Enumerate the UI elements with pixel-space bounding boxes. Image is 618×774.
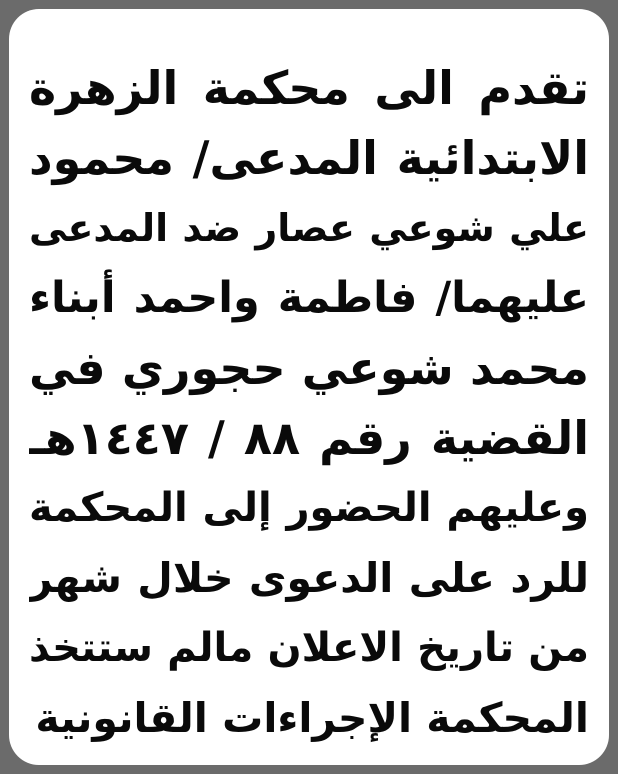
notice-line-3: علي شوعي عصار ضد المدعى <box>29 206 589 250</box>
notice-line-6: القضية رقم ٨٨ / ١٤٤٧هـ <box>29 411 589 465</box>
notice-line-9: من تاريخ الاعلان مالم ستتخذ <box>29 625 589 671</box>
notice-line-10: المحكمة الإجراءات القانونية <box>35 694 589 742</box>
legal-notice-card <box>9 9 609 765</box>
notice-line-7: وعليهم الحضور إلى المحكمة <box>29 485 589 531</box>
notice-line-2: الابتدائية المدعى/ محمود <box>29 131 589 185</box>
notice-text-body <box>29 53 589 753</box>
notice-line-1: تقدم الى محكمة الزهرة <box>29 61 589 115</box>
notice-line-8: للرد على الدعوى خلال شهر <box>29 554 589 602</box>
notice-line-5: محمد شوعي حجوري في <box>29 341 589 395</box>
notice-line-4: عليهما/ فاطمة واحمد أبناء <box>29 273 589 323</box>
